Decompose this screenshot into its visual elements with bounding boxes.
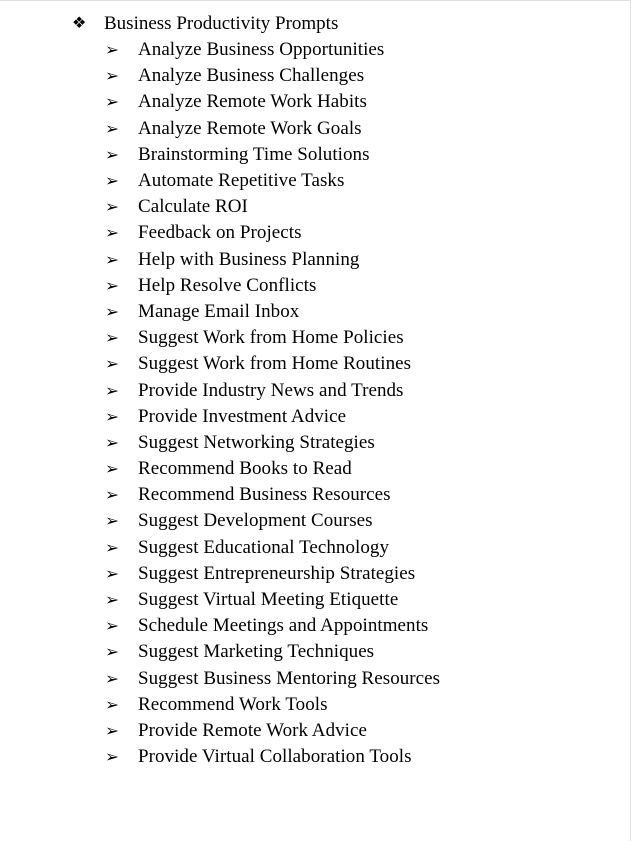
list-item-label: Suggest Work from Home Policies (138, 327, 404, 349)
list-item-label: Provide Investment Advice (138, 405, 347, 427)
arrow-bullet-icon: ➢ (105, 249, 120, 269)
arrow-bullet-icon: ➢ (105, 328, 120, 348)
list-item-label: Schedule Meetings and Appointments (138, 615, 429, 637)
list-item (105, 692, 612, 718)
list-item (105, 613, 612, 639)
list-item (105, 194, 612, 220)
list-item (105, 168, 612, 194)
list-item-label: Suggest Business Mentoring Resources (138, 667, 441, 689)
diamond-bullet-icon: ❖ (72, 15, 87, 32)
list-item (105, 325, 612, 351)
list-item (105, 404, 612, 430)
list-item (105, 430, 612, 456)
list-item-label: Recommend Work Tools (138, 693, 328, 715)
list-item-label: Brainstorming Time Solutions (138, 143, 370, 165)
list-item-label: Provide Industry News and Trends (138, 379, 404, 401)
list-item-label: Help with Business Planning (138, 248, 360, 270)
list-item (105, 351, 612, 377)
arrow-bullet-icon: ➢ (105, 171, 120, 191)
list-item (105, 377, 612, 403)
list-item (105, 142, 612, 168)
arrow-bullet-icon: ➢ (105, 537, 120, 557)
list-item (105, 587, 612, 613)
list-item (105, 535, 612, 561)
list-item (105, 639, 612, 665)
list-item (105, 744, 612, 770)
arrow-bullet-icon: ➢ (105, 590, 120, 610)
arrow-bullet-icon: ➢ (105, 223, 120, 243)
list-item (105, 456, 612, 482)
list-item (105, 247, 612, 273)
list-item-label: Feedback on Projects (138, 222, 302, 244)
list-item-label: Automate Repetitive Tasks (138, 170, 345, 192)
list-item-label: Provide Remote Work Advice (138, 719, 367, 741)
arrow-bullet-icon: ➢ (105, 642, 120, 662)
list-item-label: Suggest Virtual Meeting Etiquette (138, 589, 399, 611)
list-item (105, 220, 612, 246)
arrow-bullet-icon: ➢ (105, 432, 120, 452)
list-item (105, 89, 612, 115)
arrow-bullet-icon: ➢ (105, 275, 120, 295)
arrow-bullet-icon: ➢ (105, 694, 120, 714)
section-title: Business Productivity Prompts (104, 13, 339, 34)
list-item-label: Suggest Marketing Techniques (138, 641, 375, 663)
arrow-bullet-icon: ➢ (105, 747, 120, 767)
list-item-label: Analyze Business Opportunities (138, 39, 385, 61)
arrow-bullet-icon: ➢ (105, 197, 120, 217)
arrow-bullet-icon: ➢ (105, 616, 120, 636)
list-item (105, 299, 612, 325)
list-item-label: Suggest Entrepreneurship Strategies (138, 562, 416, 584)
list-item-label: Manage Email Inbox (138, 300, 300, 322)
list-item (105, 666, 612, 692)
arrow-bullet-icon: ➢ (105, 354, 120, 374)
list-item-label: Suggest Work from Home Routines (138, 353, 412, 375)
section-header (72, 11, 612, 37)
arrow-bullet-icon: ➢ (105, 720, 120, 740)
arrow-bullet-icon: ➢ (105, 144, 120, 164)
arrow-bullet-icon: ➢ (105, 563, 120, 583)
list-item-label: Suggest Educational Technology (138, 536, 389, 558)
list-item-label: Analyze Remote Work Goals (138, 117, 362, 139)
list-item-label: Analyze Business Challenges (138, 65, 365, 87)
arrow-bullet-icon: ➢ (105, 380, 120, 400)
arrow-bullet-icon: ➢ (105, 118, 120, 138)
list-item-label: Recommend Business Resources (138, 484, 391, 506)
list-item-label: Analyze Remote Work Habits (138, 91, 367, 113)
list-item (105, 508, 612, 534)
list-item-label: Calculate ROI (138, 196, 248, 218)
list-item-label: Recommend Books to Read (138, 458, 352, 480)
arrow-bullet-icon: ➢ (105, 511, 120, 531)
list-item-label: Help Resolve Conflicts (138, 274, 317, 296)
arrow-bullet-icon: ➢ (105, 668, 120, 688)
list-item (105, 37, 612, 63)
arrow-bullet-icon: ➢ (105, 485, 120, 505)
list-item-label: Provide Virtual Collaboration Tools (138, 746, 412, 768)
list-item (105, 561, 612, 587)
list-item-label: Suggest Networking Strategies (138, 431, 375, 453)
prompt-list-section (72, 11, 612, 770)
list-item (105, 482, 612, 508)
list-item (105, 63, 612, 89)
arrow-bullet-icon: ➢ (105, 301, 120, 321)
list-item (105, 273, 612, 299)
list-item (105, 116, 612, 142)
prompt-list (72, 37, 612, 770)
list-item-label: Suggest Development Courses (138, 510, 373, 532)
arrow-bullet-icon: ➢ (105, 459, 120, 479)
arrow-bullet-icon: ➢ (105, 406, 120, 426)
arrow-bullet-icon: ➢ (105, 66, 120, 86)
arrow-bullet-icon: ➢ (105, 40, 120, 60)
arrow-bullet-icon: ➢ (105, 92, 120, 112)
list-item (105, 718, 612, 744)
